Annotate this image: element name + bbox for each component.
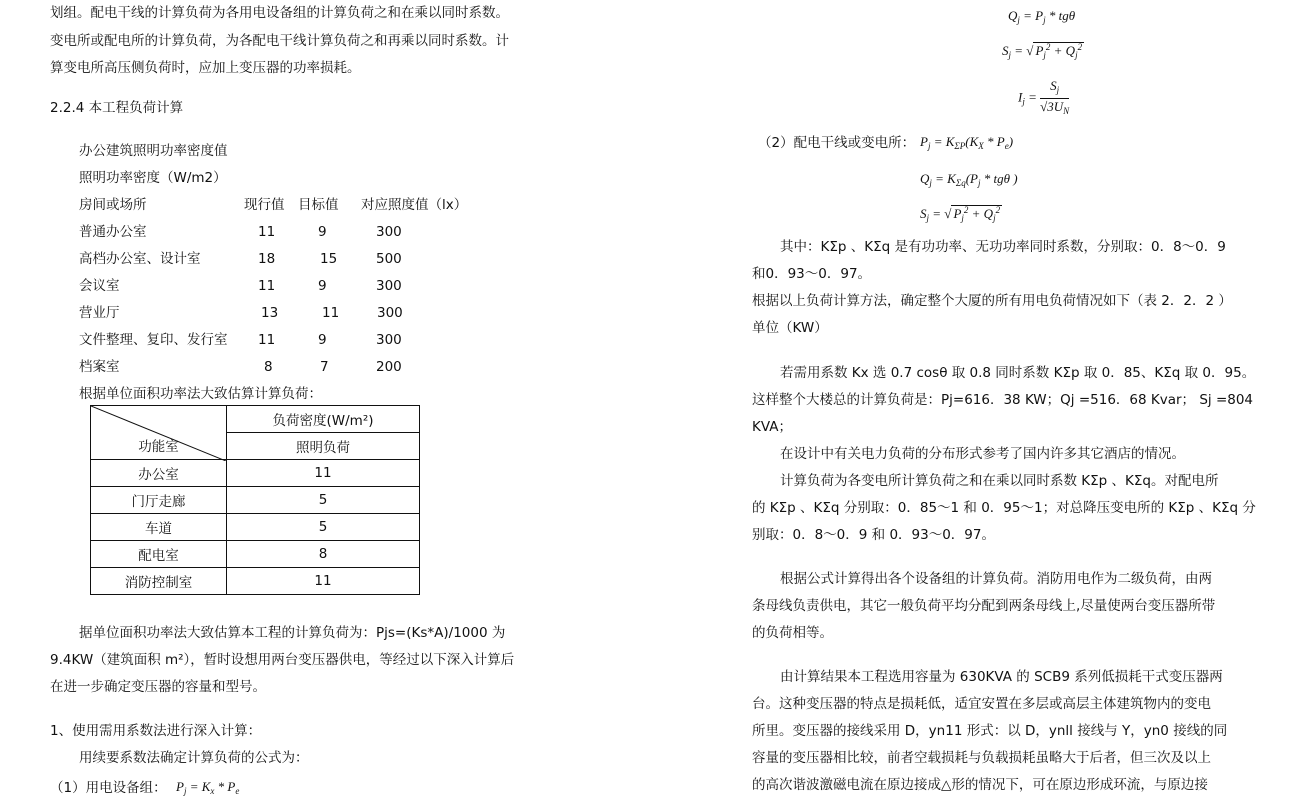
intro-line: 算变电所高压侧负荷时，应加上变压器的功率损耗。	[50, 60, 361, 76]
para3-line: KVA；	[752, 419, 792, 435]
para6-line: 条母线负责供电，其它一般负荷平均分配到两条母线上,尽量使两台变压器所带	[752, 598, 1216, 614]
density-room: 营业厅	[79, 305, 120, 321]
para5-line: 别取：0．8～0．9 和 0．93～0．97。	[752, 527, 995, 543]
method-line: 用续要系数法确定计算负荷的公式为：	[79, 750, 309, 766]
density-lux: 300	[376, 332, 402, 348]
density-current: 13	[261, 305, 279, 321]
density-target: 9	[318, 332, 327, 348]
room-cell: 配电室	[91, 541, 227, 568]
formula-sj: $S_j$ = √ $P_j^2 + Q_j^2$	[1002, 42, 1083, 60]
density-room: 档案室	[79, 359, 120, 375]
room-cell: 办公室	[91, 460, 227, 487]
density-header-current: 现行值	[244, 197, 285, 213]
density-lux: 500	[376, 251, 402, 267]
value-cell: 5	[227, 514, 420, 541]
estimate-intro: 根据单位面积功率法大致估算计算负荷：	[79, 386, 322, 402]
para2-line: 单位（KW）	[752, 320, 828, 336]
density-current: 8	[264, 359, 273, 375]
feeder-label: （2）配电干线或变电所：	[758, 135, 916, 151]
table-row	[91, 487, 420, 514]
table-row	[91, 568, 420, 595]
formula-pj-group: $P_j = K_x * P_e$	[176, 779, 240, 796]
density-current: 11	[258, 278, 276, 294]
room-cell: 车道	[91, 514, 227, 541]
density-lux: 300	[376, 224, 402, 240]
para5-line: 计算负荷为各变电所计算负荷之和在乘以同时系数 KΣp 、KΣq。对配电所	[780, 473, 1219, 489]
density-header-room: 房间或场所	[79, 197, 147, 213]
para1-line: 其中：KΣp 、KΣq 是有功功率、无功功率同时系数，分别取：0．8～0．9	[780, 239, 1226, 255]
para4: 在设计中有关电力负荷的分布形式参考了国内许多其它酒店的情况。	[780, 446, 1185, 462]
density-room: 会议室	[79, 278, 120, 294]
para7-line: 所里。变压器的接线采用 D，yn11 形式：以 D，ynll 接线与 Y，yn0 接线的同	[752, 723, 1228, 739]
room-cell: 消防控制室	[91, 568, 227, 595]
para7-line: 台。这种变压器的特点是损耗低，适宜安置在多层或高层主体建筑物内的变电	[752, 696, 1211, 712]
value-cell: 11	[227, 460, 420, 487]
method-heading: 1、使用需用系数法进行深入计算：	[50, 723, 262, 739]
para3-line: 若需用系数 Kx 选 0.7 cosθ 取 0.8 同时系数 KΣp 取 0．85、KΣq 取 0．95。	[780, 365, 1256, 381]
density-lux: 300	[376, 278, 402, 294]
density-lux: 300	[377, 305, 403, 321]
formula-ij: $I_j$ = $\frac{S_j}{√3U_N}$	[1018, 78, 1070, 116]
density-target: 9	[318, 278, 327, 294]
density-room: 文件整理、复印、发行室	[79, 332, 228, 348]
value-cell: 5	[227, 487, 420, 514]
formula-pj-feeder: $P_j = K_{\Sigma P}(K_X * P_e)$	[920, 134, 1014, 151]
density-current: 11	[258, 332, 276, 348]
estimate-para-line: 在进一步确定变压器的容量和型号。	[50, 679, 266, 695]
para7-line: 的高次谐波激磁电流在原边接成△形的情况下，可在原边形成环流，与原边接	[752, 777, 1208, 793]
density-unit: 照明功率密度（W/m2）	[79, 170, 227, 186]
density-target: 9	[318, 224, 327, 240]
density-header-lux: 对应照度值（lx）	[361, 197, 468, 213]
density-target: 15	[320, 251, 338, 267]
formula-qj-feeder: $Q_j = K_{\Sigma q}(P_j * tg\theta$ )	[920, 171, 1018, 188]
table-corner-cell	[91, 406, 227, 460]
intro-line: 划组。配电干线的计算负荷为各用电设备组的计算负荷之和在乘以同时系数。	[50, 5, 509, 21]
density-target: 11	[322, 305, 340, 321]
density-current: 11	[258, 224, 276, 240]
formula-qj: $Q_j = P_j * tg\theta$	[1008, 8, 1076, 25]
table-row	[91, 460, 420, 487]
group-label: （1）用电设备组：	[50, 780, 167, 796]
table-row	[91, 541, 420, 568]
para1-line: 和0．93～0．97。	[752, 266, 872, 282]
para6-line: 的负荷相等。	[752, 625, 833, 641]
density-current: 18	[258, 251, 276, 267]
value-cell: 8	[227, 541, 420, 568]
formula-sj-feeder: $S_j$ = √ $P_j^2 + Q_j^2$	[920, 205, 1001, 223]
para7-line: 容量的变压器相比较，前者空载损耗与负载损耗虽略大于后者，但三次及以上	[752, 750, 1211, 766]
para3-line: 这样整个大楼总的计算负荷是：Pj=616．38 KW；Qj =516．68 Kvar； Sj =804	[752, 392, 1254, 408]
density-target: 7	[320, 359, 329, 375]
intro-line: 变电所或配电所的计算负荷，为各配电干线计算负荷之和再乘以同时系数。计	[50, 33, 509, 49]
estimate-para-line: 9.4KW（建筑面积 m²），暂时设想用两台变压器供电，等经过以下深入计算后	[50, 652, 515, 668]
col2-header: 照明负荷	[227, 433, 420, 460]
density-header-target: 目标值	[298, 197, 339, 213]
density-room: 普通办公室	[79, 224, 147, 240]
section-heading: 2.2.4 本工程负荷计算	[50, 100, 184, 116]
col1-header: 功能室	[138, 439, 179, 455]
room-cell: 门厅走廊	[91, 487, 227, 514]
value-cell: 11	[227, 568, 420, 595]
para6-line: 根据公式计算得出各个设备组的计算负荷。消防用电作为二级负荷，由两	[780, 571, 1212, 587]
density-room: 高档办公室、设计室	[79, 251, 201, 267]
density-title: 办公建筑照明功率密度值	[79, 143, 228, 159]
load-density-table	[90, 405, 420, 595]
para2-line: 根据以上负荷计算方法，确定整个大厦的所有用电负荷情况如下（表 2．2．2 ）	[752, 293, 1232, 309]
para7-line: 由计算结果本工程选用容量为 630KVA 的 SCB9 系列低损耗干式变压器两	[780, 669, 1223, 685]
estimate-para-line: 据单位面积功率法大致估算本工程的计算负荷为：Pjs=(Ks*A)/1000 为	[79, 625, 506, 641]
top-header: 负荷密度(W/m²)	[227, 406, 420, 433]
table-row	[91, 514, 420, 541]
density-lux: 200	[376, 359, 402, 375]
para5-line: 的 KΣp 、KΣq 分别取：0．85～1 和 0．95～1；对总降压变电所的 KΣp 、KΣq 分	[752, 500, 1256, 516]
